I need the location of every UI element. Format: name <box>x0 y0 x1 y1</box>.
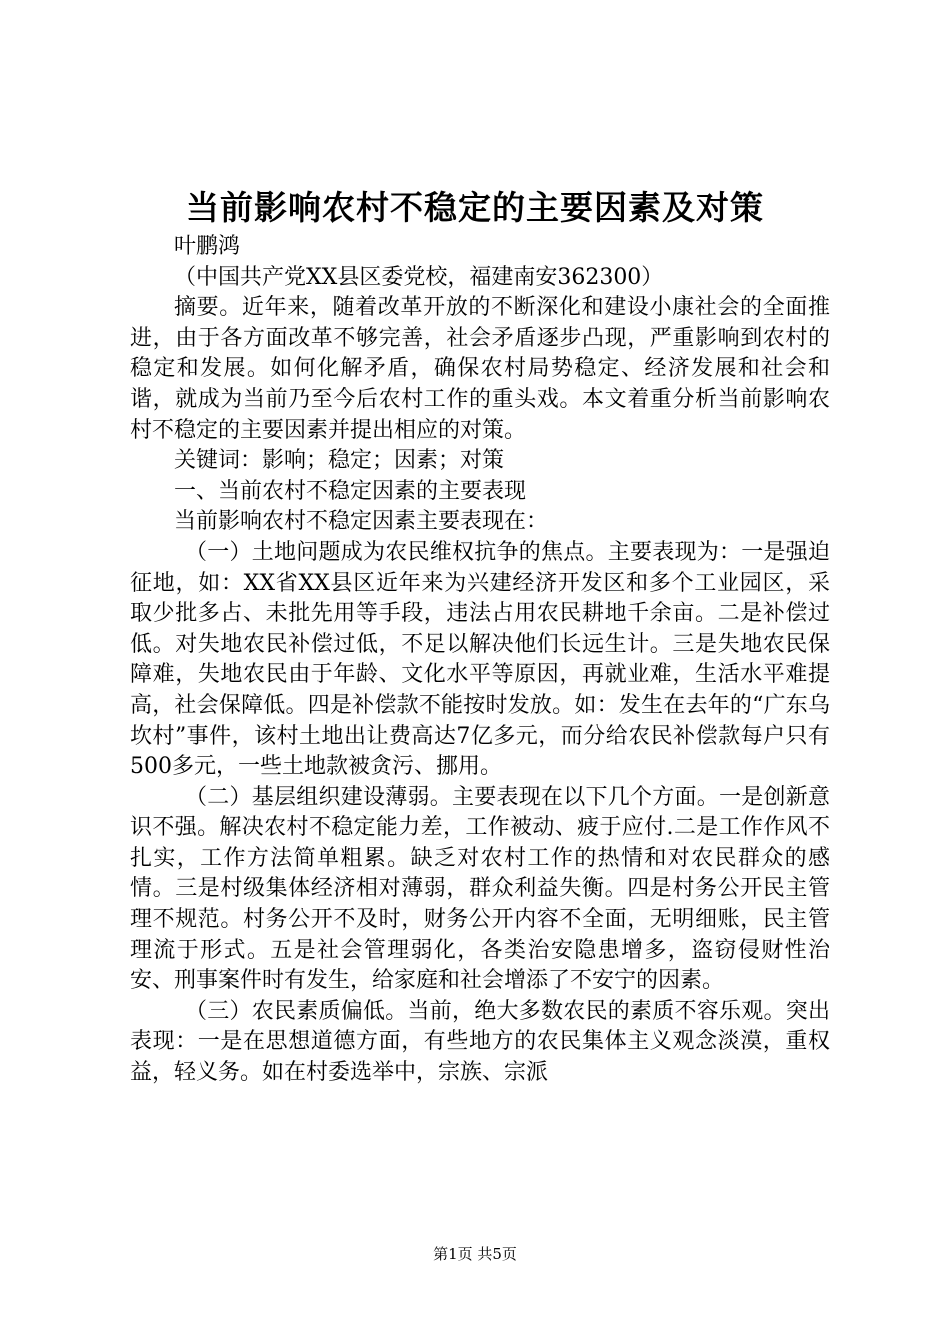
body-paragraph-3: （三）农民素质偏低。当前，绝大多数农民的素质不容乐观。突出表现：一是在思想道德方面，有些地方的农民集体主义观念淡漠，重权益，轻义务。如在村委选举中，宗族、宗派 <box>130 998 830 1086</box>
body-paragraph-1: （一）土地问题成为农民维权抗争的焦点。主要表现为：一是强迫征地，如：XX省XX县区近年来为兴建经济开发区和多个工业园区，采取少批多占、未批先用等手段，违法占用农民耕地千余亩。二是补偿过低。对失地农民补偿过低，不足以解决他们长远生计。三是失地农民保障难，失地农民由于年龄、文化水平等原因，再就业难，生活水平难提高，社会保障低。四是补偿款不能按时发放。如：发生在去年的“广东乌坎村”事件，该村土地出让费高达7亿多元，而分给农民补偿款每户只有500多元，一些土地款被贪污、挪用。 <box>130 539 830 780</box>
author-affiliation: （中国共产党XX县区委党校，福建南安362300） <box>174 264 664 290</box>
body-paragraph-2: （二）基层组织建设薄弱。主要表现在以下几个方面。一是创新意识不强。解决农村不稳定能力差，工作被动、疲于应付.二是工作作风不扎实，工作方法简单粗累。缺乏对农村工作的热情和对农民群众的感情。三是村级集体经济相对薄弱，群众利益失衡。四是村务公开民主管理不规范。村务公开不及时，财务公开内容不全面，无明细账，民主管理流于形式。五是社会管理弱化，各类治安隐患增多，盗窃侵财性治安、刑事案件时有发生，给家庭和社会增添了不安宁的因素。 <box>130 784 830 994</box>
document-body <box>130 232 830 1089</box>
author-name: 叶鹏鸿 <box>174 234 241 259</box>
abstract-paragraph: 摘要。近年来，随着改革开放的不断深化和建设小康社会的全面推进，由于各方面改革不够完善，社会矛盾逐步凸现，严重影响到农村的稳定和发展。如何化解矛盾，确保农村局势稳定、经济发展和社会和谐，就成为当前乃至今后农村工作的重头戏。本文着重分析当前影响农村不稳定的主要因素并提出相应的对策。 <box>130 295 830 443</box>
section-heading: 一、当前农村不稳定因素的主要表现 <box>174 478 527 504</box>
document-title: 当前影响农村不稳定的主要因素及对策 <box>186 188 764 227</box>
keywords-line: 关键词：影响；稳定；因素；对策 <box>174 448 505 474</box>
page-indicator: 第1页 共5页 <box>433 1245 517 1263</box>
intro-paragraph: 当前影响农村不稳定因素主要表现在： <box>174 509 549 535</box>
